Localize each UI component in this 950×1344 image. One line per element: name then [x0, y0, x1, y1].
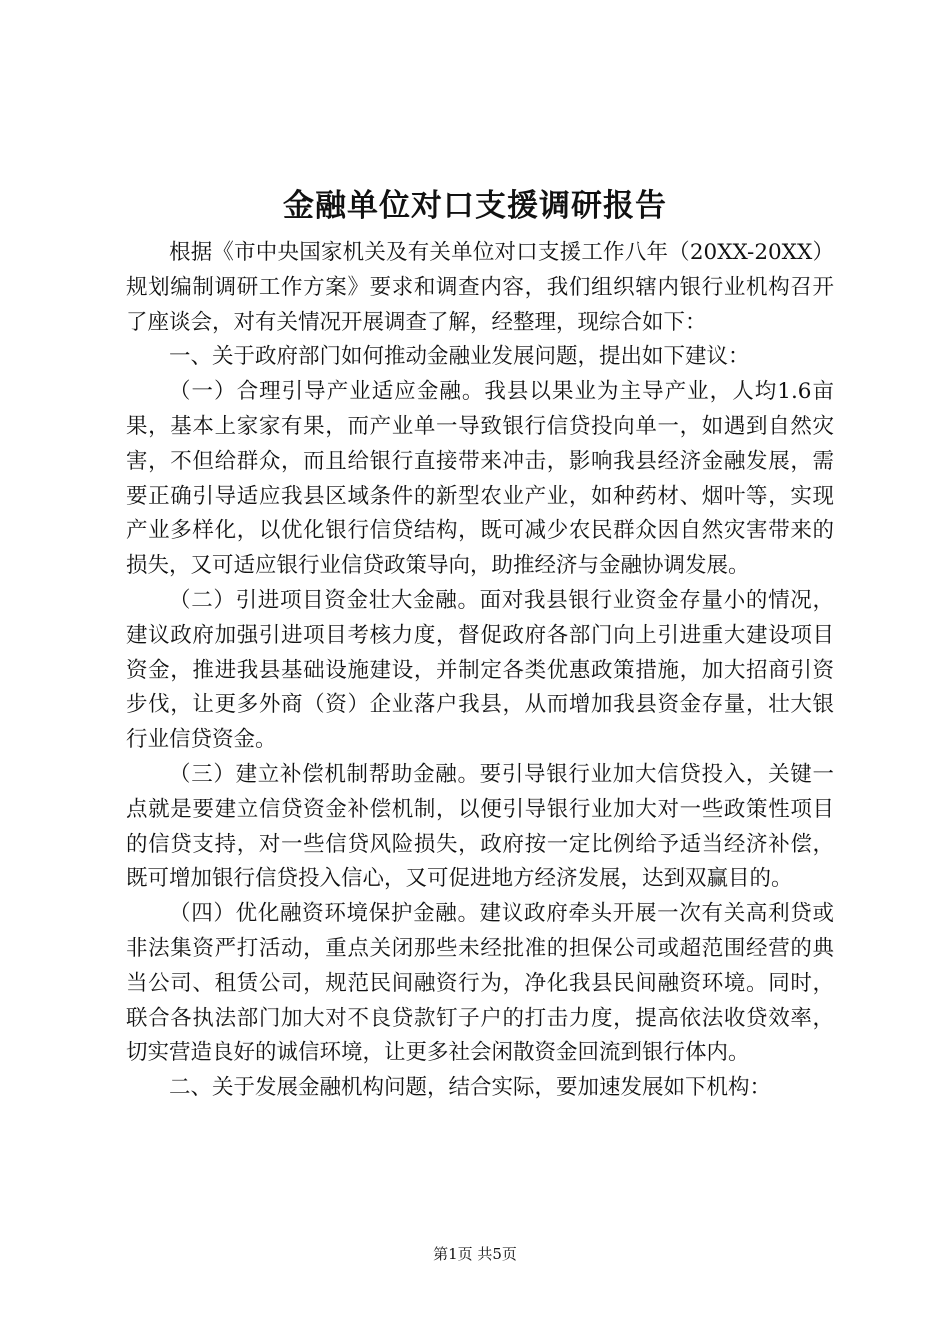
paragraph-item-four: （四）优化融资环境保护金融。建议政府牵头开展一次有关高利贷或非法集资严打活动，重点关闭那些未经批准的担保公司或超范围经营的典当公司、租赁公司，规范民间融资行为，净化我县民间融资环境。同时，联合各执法部门加大对不良贷款钉子户的打击力度，提高依法收贷效率，切实营造良好的诚信环境，让更多社会闲散资金回流到银行体内。 [126, 901, 834, 1066]
paragraph-intro: 根据《市中央国家机关及有关单位对口支援工作八年（20XX-20XX）规划编制调研工作方案》要求和调查内容，我们组织辖内银行业机构召开了座谈会，对有关情况开展调查了解，经整理，现综合如下： [126, 240, 834, 335]
paragraph-section-two-heading: 二、关于发展金融机构问题，结合实际，要加速发展如下机构： [169, 1075, 772, 1101]
paragraph-item-three: （三）建立补偿机制帮助金融。要引导银行业加大信贷投入，关键一点就是要建立信贷资金补偿机制，以便引导银行业加大对一些政策性项目的信贷支持，对一些信贷风险损失，政府按一定比例给予适当经济补偿，既可增加银行信贷投入信心，又可促进地方经济发展，达到双赢目的。 [126, 761, 834, 892]
paragraph-item-one: （一）合理引导产业适应金融。我县以果业为主导产业，人均1.6亩果，基本上家家有果，而产业单一导致银行信贷投向单一，如遇到自然灾害，不但给群众，而且给银行直接带来冲击，影响我县经济金融发展，需要正确引导适应我县区域条件的新型农业产业，如种药材、烟叶等，实现产业多样化，以优化银行信贷结构，既可减少农民群众因自然灾害带来的损失，又可适应银行业信贷政策导向，助推经济与金融协调发展。 [126, 379, 834, 579]
document-title: 金融单位对口支援调研报告 [283, 188, 667, 224]
paragraph-item-two: （二）引进项目资金壮大金融。面对我县银行业资金存量小的情况，建议政府加强引进项目考核力度，督促政府各部门向上引进重大建设项目资金，推进我县基础设施建设，并制定各类优惠政策措施，加大招商引资步伐，让更多外商（资）企业落户我县，从而增加我县资金存量，壮大银行业信贷资金。 [126, 587, 834, 753]
page-number-footer: 第1页 共5页 [433, 1245, 517, 1263]
document-body [126, 236, 834, 1106]
paragraph-section-one-heading: 一、关于政府部门如何推动金融业发展问题，提出如下建议： [169, 344, 750, 370]
